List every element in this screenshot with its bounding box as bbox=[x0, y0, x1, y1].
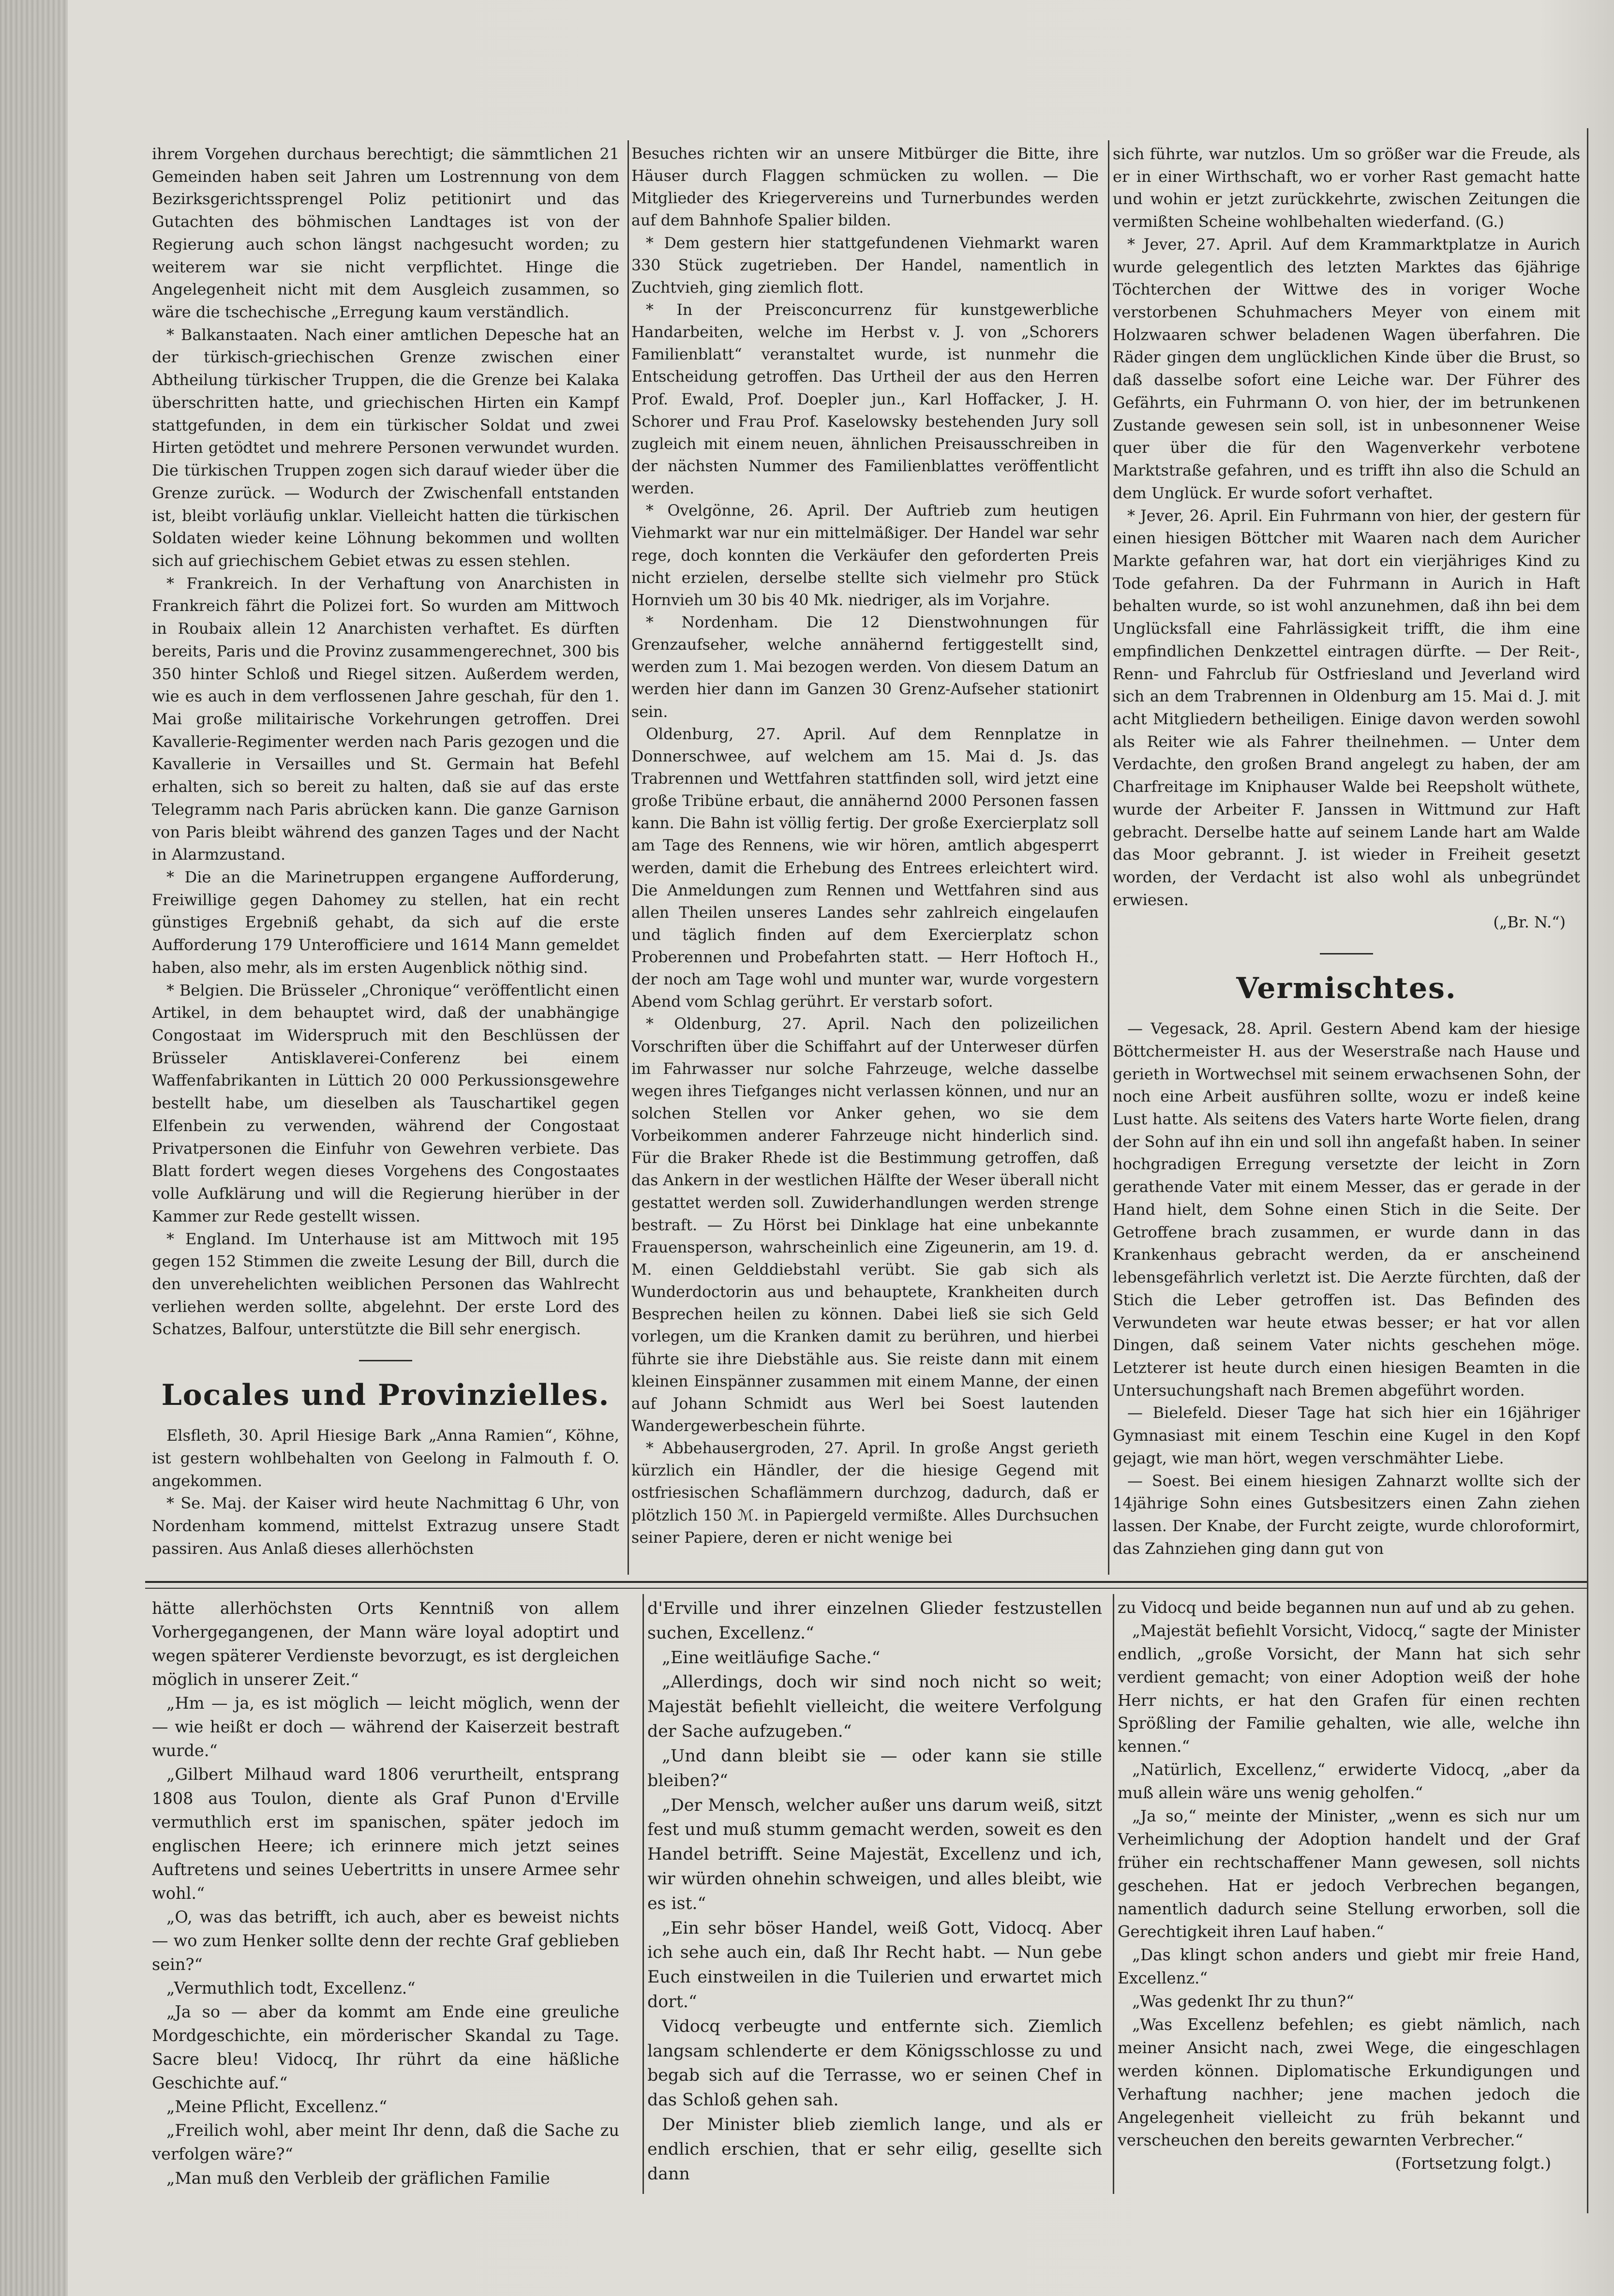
feuilleton-column-3 bbox=[1118, 1596, 1580, 2192]
story-paragraph: „Meine Pflicht, Excellenz.“ bbox=[166, 2097, 388, 2117]
news-column-3 bbox=[1113, 143, 1580, 1575]
article-continuation: ihrem Vorgehen durchaus berechtigt; die sämmtlichen 21 Gemeinden haben seit Jahren um Lostrennung von dem Bezirksgerichtssprengel Poliz petitionirt und das Gutachten des böhmischen Landtages ist von der Regierung auch schon längst nachgesucht worden; zu weiterem war sie nicht verpflichtet. Hinge die Angelegenheit nicht mit dem Ausgleich zusammen, so wäre die tschechische „Erregung kaum verständlich. bbox=[152, 145, 619, 322]
story-paragraph: „Und dann bleibt sie — oder kann sie stille bleiben?“ bbox=[647, 1746, 1102, 1790]
article-viehmarkt: * Dem gestern hier stattgefundenen Viehmarkt waren 330 Stück zugetrieben. Der Handel, namentlich in Zuchtvieh, ging ziemlich flott. bbox=[631, 234, 1099, 297]
section-divider bbox=[1320, 953, 1373, 954]
article-soest: — Soest. Bei einem hiesigen Zahnarzt wollte sich der 14jährige Sohn eines Gutsbesitzers einen Zahn ziehen lassen. Der Knabe, der Furcht zeigte, wurde chloroformirt, das Zahnziehen ging dann gut von bbox=[1113, 1471, 1580, 1558]
story-paragraph: „Hm — ja, es ist möglich — leicht möglich, wenn der — wie heißt er doch — während der Kaiserzeit bestraft wurde.“ bbox=[152, 1694, 619, 1760]
article-ovelgoenne: * Ovelgönne, 26. April. Der Auftrieb zum heutigen Viehmarkt war nur ein mittelmäßiger. Der Handel war sehr rege, doch konnten die Verkäufer den geforderten Preis nicht erzielen, derselbe stellte sich vielmehr pro Stück Hornvieh um 30 bis 40 Mk. niedriger, als im Vorjahre. bbox=[631, 502, 1099, 609]
story-paragraph: „Ja so — aber da kommt am Ende eine greuliche Mordgeschichte, ein mörderischer Skandal zu Tage. Sacre bleu! Vidocq, Ihr rührt da eine häßliche Geschichte auf.“ bbox=[152, 2002, 619, 2093]
column-rule bbox=[628, 140, 629, 1575]
story-paragraph: „Was Excellenz befehlen; es giebt nämlich, nach meiner Ansicht nach, zwei Wege, die eingeschlagen werden können. Diplomatische Erkundigungen und Verhaftung nachher; jene machen jedoch die Angelegenheit vielleicht zu früh bekannt und verscheuchen den bereits gewarnten Verbrecher.“ bbox=[1118, 2015, 1580, 2150]
article-balkanstaaten: * Balkanstaaten. Nach einer amtlichen Depesche hat an der türkisch-griechischen Grenze zwischen einer Abtheilung türkischer Truppen, die die Grenze bei Kalaka überschritten hatte, und griechischen Hirten ein Kampf stattgefunden, in dem ein türkischer Soldat und zwei Hirten getödtet und mehrere Personen verwundet wurden. Die türkischen Truppen zogen sich darauf wieder über die Grenze zurück. — Wodurch der Zwischenfall entstanden ist, bleibt vorläufig unklar. Vielleicht hatten die türkischen Soldaten wieder keine Löhnung bekommen und wollten sich auf griechischem Gebiet etwas zu essen stehlen. bbox=[152, 325, 619, 570]
story-paragraph: „Allerdings, doch wir sind noch nicht so weit; Majestät befiehlt vielleicht, die weitere Verfolgung der Sache aufzugeben.“ bbox=[647, 1672, 1102, 1742]
story-paragraph: „Gilbert Milhaud ward 1806 verurtheilt, entsprang 1808 aus Toulon, diente als Graf Punon d'Erville vermuthlich erst im spanischen, später jedoch im englischen Heere; ich erinnere mich jetzt seines Auftretens und seines Uebertritts in unsere Armee sehr wohl.“ bbox=[152, 1765, 619, 1903]
news-column-1 bbox=[152, 143, 619, 1575]
article-frankreich: * Frankreich. In der Verhaftung von Anarchisten in Frankreich fährt die Polizei fort. So wurden am Mittwoch in Roubaix allein 12 Anarchisten verhaftet. Es dürften bereits, Paris und die Provinz zusammengerechnet, 300 bis 350 hinter Schloß und Riegel sitzen. Außerdem werden, wie es auch in dem verflossenen Jahre geschah, für den 1. Mai große militairische Vorkehrungen getroffen. Drei Kavallerie-Regimenter werden nach Paris gezogen und die Kavallerie in Versailles und St. Germain hat Befehl erhalten, sich so bereit zu halten, daß sie auf das erste Telegramm nach Paris abrücken kann. Die ganze Garnison von Paris bleibt während des ganzen Tages und der Nacht in Alarmzustand. bbox=[152, 574, 619, 864]
story-paragraph: „Das klingt schon anders und giebt mir freie Hand, Excellenz.“ bbox=[1118, 1946, 1580, 1988]
story-paragraph: „Ja so,“ meinte der Minister, „wenn es sich nur um Verheimlichung der Adoption handelt und der Graf früher ein rechtschaffener Mann gewesen, soll nichts geschehen. Hat er jedoch Verbrechen begangen, namentlich dadurch seine Stellung erworben, soll die Gerechtigkeit ihren Lauf haben.“ bbox=[1118, 1807, 1580, 1941]
continuation-note: (Fortsetzung folgt.) bbox=[1395, 2154, 1551, 2173]
section-heading-locales: Locales und Provinzielles. bbox=[161, 1378, 610, 1413]
article-kaiser: * Se. Maj. der Kaiser wird heute Nachmittag 6 Uhr, von Nordenham kommend, mittelst Extrazug unsere Stadt passiren. Aus Anlaß dieses allerhöchsten bbox=[152, 1494, 619, 1558]
story-paragraph: hätte allerhöchsten Orts Kenntniß von allem Vorhergegangenen, der Mann wäre loyal adoptirt und wegen späterer Verdienste bevorzugt, es ist dergleichen möglich in unserer Zeit.“ bbox=[152, 1599, 619, 1689]
column-rule bbox=[643, 1594, 644, 2194]
story-paragraph: Der Minister blieb ziemlich lange, und als er endlich erschien, that er sehr eilig, gesellte sich dann bbox=[647, 2115, 1102, 2184]
article-oldenburg-rennen: Oldenburg, 27. April. Auf dem Rennplatze in Donnerschwee, auf welchem am 15. Mai d. Js. das Trabrennen und Wettfahren stattfinden soll, wird jetzt eine große Tribüne erbaut, die annähernd 2000 Personen fassen kann. Die Bahn ist völlig fertig. Der große Exercierplatz soll am Tage des Rennens, wie wir hören, amtlich abgesperrt werden, damit die Erhebung des Entrees erleichtert wird. Die Anmeldungen zum Rennen und Wettfahren sind aus allen Theilen unseres Landes sehr zahlreich eingelaufen und täglich finden auf dem Exercierplatz schon Proberennen und Probefahrten statt. — Herr Hoftoch H., der noch am Tage wohl und munter war, wurde vorgestern Abend vom Schlag gerührt. Er verstarb sofort. bbox=[631, 725, 1099, 1011]
column-rule bbox=[1108, 140, 1109, 1575]
story-paragraph: „O, was das betrifft, ich auch, aber es beweist nichts — wo zum Henker sollte denn der rechte Graf geblieben sein?“ bbox=[152, 1907, 619, 1974]
article-bielefeld: — Bielefeld. Dieser Tage hat sich hier ein 16jähriger Gymnasiast mit einem Teschin eine Kugel in den Kopf gejagt, wie man hört, wegen verschmähter Liebe. bbox=[1113, 1403, 1580, 1467]
story-paragraph: „Man muß den Verbleib der gräflichen Familie bbox=[166, 2168, 550, 2188]
feuilleton-separator bbox=[145, 1581, 1587, 1583]
story-paragraph: Vidocq verbeugte und entfernte sich. Ziemlich langsam schlenderte er dem Königsschlosse zu und begab sich auf die Terrasse, wo er seinen Chef in das Schloß gehen sah. bbox=[647, 2016, 1102, 2110]
article-preisconcurrenz: * In der Preisconcurrenz für kunstgewerbliche Handarbeiten, welche im Herbst v. J. von „Schorers Familienblatt“ veranstaltet wurde, ist nunmehr die Entscheidung getroffen. Das Urtheil der aus den Herren Prof. Ewald, Prof. Doepler jun., Karl Hoffacker, J. H. Schorer und Frau Prof. Kaselowsky bestehenden Jury soll zugleich mit einem neuen, ähnlichen Preisausschreiben in der nächsten Nummer des Familienblattes veröffentlicht werden. bbox=[631, 301, 1099, 498]
story-paragraph: „Eine weitläufige Sache.“ bbox=[662, 1648, 881, 1668]
section-divider bbox=[359, 1360, 412, 1361]
article-besuch: Besuches richten wir an unsere Mitbürger die Bitte, ihre Häuser durch Flaggen schmücken zu wollen. — Die Mitglieder des Kriegervereins und Turnerbundes werden auf dem Bahnhofe Spalier bilden. bbox=[631, 145, 1099, 230]
article-abbehausergroden: * Abbehausergroden, 27. April. In große Angst gerieth kürzlich ein Händler, der die hiesige Gegend mit ostfriesischen Schaflämmern durchzog, dadurch, daß er plötzlich 150 ℳ. in Papiergeld vermißte. Alles Durchsuchen seiner Papiere, deren er nicht wenige bei bbox=[631, 1440, 1099, 1547]
source-reference: („Br. N.“) bbox=[1493, 913, 1566, 932]
article-elsfleth: Elsfleth, 30. April Hiesige Bark „Anna Ramien“, Köhne, ist gestern wohlbehalten von Geelong in Falmouth f. O. angekommen. bbox=[152, 1426, 619, 1490]
article-england: * England. Im Unterhause ist am Mittwoch mit 195 gegen 152 Stimmen die zweite Lesung der Bill, durch die den unverehelichten weiblichen Personen das Wahlrecht verliehen werden sollte, abgelehnt. Der erste Lord des Schatzes, Balfour, unterstützte die Bill sehr energisch. bbox=[152, 1229, 619, 1339]
story-paragraph: „Vermuthlich todt, Excellenz.“ bbox=[166, 1979, 416, 1998]
article-continuation: sich führte, war nutzlos. Um so größer war die Freude, als er in einer Wirthschaft, wo er vorher Rast gemacht hatte und wohin er jetzt zurückkehrte, zwischen Zeitungen die vermißten Scheine wohlbehalten wiederfand. (G.) bbox=[1113, 145, 1580, 231]
story-paragraph: „Ein sehr böser Handel, weiß Gott, Vidocq. Aber ich sehe auch ein, daß Ihr Recht habt. — Nun gebe Euch einstweilen in die Tuilerien und erwartet mich dort.“ bbox=[647, 1918, 1102, 2012]
column-rule bbox=[1113, 1594, 1114, 2194]
article-nordenham: * Nordenham. Die 12 Dienstwohnungen für Grenzaufseher, welche annähernd fertiggestellt sind, werden zum 1. Mai bezogen werden. Von diesem Datum an werden hier dann im Ganzen 30 Grenz-Aufseher stationirt sein. bbox=[631, 613, 1099, 721]
section-heading-vermischtes: Vermischtes. bbox=[1236, 971, 1457, 1006]
article-belgien: * Belgien. Die Brüsseler „Chronique“ veröffentlicht einen Artikel, in dem behauptet wird, daß der unabhängige Congostaat im Widerspruch mit den Beschlüssen der Brüsseler Antisklaverei-Conferenz bei einem Waffenfabrikanten in Lüttich 20 000 Perkussionsgewehre bestellt habe, um dieselben als Tauschartikel gegen Elfenbein zu verwenden, während der Congostaat Privatpersonen die Einfuhr von Gewehren verbiete. Das Blatt fordert wegen dieses Vorgehens des Congostaates volle Aufklärung und will die Regierung hierüber in der Kammer zur Rede gestellt wissen. bbox=[152, 981, 619, 1225]
article-oldenburg-schiffahrt: * Oldenburg, 27. April. Nach den polizeilichen Vorschriften über die Schiffahrt auf der Unterweser dürfen im Fahrwasser nur solche Fahrzeuge, welche dasselbe wegen ihres Tiefganges nicht verlassen können, und nur an solchen Stellen vor Anker gehen, wo sie dem Vorbeikommen anderer Fahrzeuge nicht hinderlich sind. Für die Braker Rhede ist die Bestimmung getroffen, daß das Ankern in der westlichen Hälfte der Weser überall nicht gestattet werden soll. Zuwiderhandlungen werden strenge bestraft. — Zu Hörst bei Dinklage hat eine unbekannte Frauensperson, wahrscheinlich eine Zigeunerin, am 19. d. M. einen Gelddiebstahl verübt. Sie gab sich als Wunderdoctorin aus und behauptete, Krankheiten durch Besprechen heilen zu können. Dabei ließ sie sich Geld vorlegen, um die Kranken damit zu berühren, und hierbei führte sie ihre Diebstähle aus. Sie reiste dann mit einem kleinen Einspänner zusammen mit einem Manne, der einen auf Johann Schmidt aus Werl bei Soest lautenden Wandergewerbeschein führte. bbox=[631, 1015, 1099, 1435]
story-paragraph: „Majestät befiehlt Vorsicht, Vidocq,“ sagte der Minister endlich, „große Vorsicht, der Mann hat sich sehr verdient gemacht; von einer Adoption weiß der hohe Herr nichts, er hat den Grafen für einen rechten Sprößling der Familie gehalten, wie alle, welche ihn kennen.“ bbox=[1118, 1621, 1580, 1756]
article-jever-26: * Jever, 26. April. Ein Fuhrmann von hier, der gestern für einen hiesigen Böttcher mit Waaren nach dem Auricher Markte gefahren war, hat dort ein vierjähriges Kind zu Tode gefahren. Da der Fuhrmann in Aurich in Haft behalten wurde, so ist wohl anzunehmen, daß ihn bei dem Unglücksfall eine Fahrlässigkeit trifft, die ihm eine empfindlichen Denkzettel eintragen dürfte. — Der Reit-, Renn- und Fahrclub für Ostfriesland und Jeverland wird sich an dem Trabrennen in Oldenburg am 15. Mai d. J. mit acht Mitgliedern betheiligen. Einige davon werden sowohl als Reiter wie als Fahrer theilnehmen. — Unter dem Verdachte, den großen Brand angelegt zu haben, der am Charfreitage im Kniphauser Walde bei Reepsholt wüthete, wurde der Arbeiter F. Janssen in Wittmund zur Haft gebracht. Derselbe hatte auf seinem Lande hart am Walde das Moor gebrannt. J. ist wieder in Freiheit gesetzt worden, der Verdacht ist also wohl als unbegründet erwiesen. bbox=[1113, 506, 1580, 909]
story-paragraph: „Natürlich, Excellenz,“ erwiderte Vidocq, „aber da muß allein wäre uns wenig geholfen.“ bbox=[1118, 1760, 1580, 1803]
feuilleton-column-2 bbox=[647, 1596, 1102, 2192]
story-paragraph: „Freilich wohl, aber meint Ihr denn, daß die Sache zu verfolgen wäre?“ bbox=[152, 2121, 619, 2164]
feuilleton-column-1 bbox=[152, 1596, 619, 2192]
story-paragraph: „Was gedenkt Ihr zu thun?“ bbox=[1132, 1992, 1354, 2011]
feuilleton-separator-thin bbox=[145, 1588, 1587, 1589]
story-paragraph: d'Erville und ihrer einzelnen Glieder festzustellen suchen, Excellenz.“ bbox=[647, 1599, 1102, 1643]
article-vegesack: — Vegesack, 28. April. Gestern Abend kam der hiesige Böttchermeister H. aus der Weserstraße nach Hause und gerieth in Wortwechsel mit seinem erwachsenen Sohn, der noch eine Arbeit ausführen sollte, wozu er indeß keine Lust hatte. Als seitens des Vaters harte Worte fielen, drang der Sohn auf ihn ein und soll ihn angefaßt haben. In seiner hochgradigen Erregung versetzte der leicht in Zorn gerathende Vater mit einem Messer, das er gerade in der Hand hielt, dem Sohne einen Stich in die Seite. Der Getroffene brach zusammen, er wurde dann in das Krankenhaus gebracht werden, da er anscheinend lebensgefährlich verletzt ist. Die Aerzte fürchten, daß der Stich die Leber getroffen ist. Das Befinden des Verwundeten war heute etwas besser; er hat vor allen Dingen, daß seinem Vater nichts geschehen möge. Letzterer ist heute durch einen hiesigen Beamten in die Untersuchungshaft nach Bremen abgeführt worden. bbox=[1113, 1019, 1580, 1400]
story-paragraph: zu Vidocq und beide begannen nun auf und ab zu gehen. bbox=[1118, 1598, 1575, 1617]
book-binding-edge bbox=[0, 0, 68, 2296]
article-jever-27: * Jever, 27. April. Auf dem Krammarktplatze in Aurich wurde gelegentlich des letzten Marktes das 6jährige Töchterchen der Wittwe des in voriger Woche verstorbenen Schuhmachers Meyer von einem mit Holzwaaren schwer beladenen Wagen überfahren. Die Räder gingen dem unglücklichen Kinde über die Brust, so daß dasselbe sofort eine Leiche war. Der Führer des Gefährts, ein Fuhrmann O. von hier, der im betrunkenen Zustande gewesen sein soll, ist in unbesonnener Weise quer über die für den Wagenverkehr verbotene Marktstraße gefahren, und es trifft ihn also die Schuld an dem Unglück. Er wurde sofort verhaftet. bbox=[1113, 235, 1580, 502]
article-marinetruppen: * Die an die Marinetruppen ergangene Aufforderung, Freiwillige gegen Dahomey zu stellen, hat ein recht günstiges Ergebniß gehabt, da sich auf die erste Aufforderung 179 Unterofficiere und 1614 Mann gemeldet haben, also mehr, als im ersten Augenblick nöthig sind. bbox=[152, 868, 619, 977]
news-column-2 bbox=[631, 143, 1099, 1575]
story-paragraph: „Der Mensch, welcher außer uns darum weiß, sitzt fest und muß stumm gemacht werden, soweit es den Handel betrifft. Seine Majestät, Excellenz und ich, wir würden ohnehin schweigen, und alles bleibt, wie es ist.“ bbox=[647, 1795, 1102, 1913]
